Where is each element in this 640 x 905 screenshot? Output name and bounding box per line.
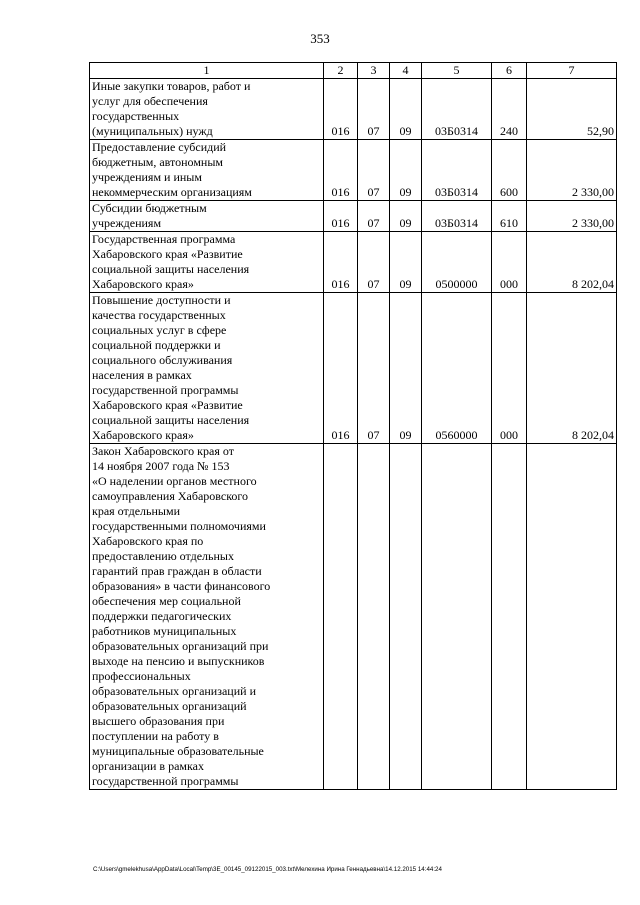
ministry-code-cell: 016 (324, 232, 358, 293)
table-row (90, 79, 617, 140)
table-row (90, 201, 617, 232)
row-description (90, 293, 324, 444)
ministry-code-cell: 016 (324, 201, 358, 232)
description-line: организации в рамках (92, 759, 204, 773)
amount-cell: 8 202,04 (527, 232, 617, 293)
target-article-cell: 03Б0314 (422, 140, 492, 201)
row-description (90, 201, 324, 232)
description-line: Иные закупки товаров, работ и (92, 79, 251, 93)
table-header-row (90, 63, 617, 79)
description-line: «О наделении органов местного (92, 474, 257, 488)
description-line: Хабаровского края» (92, 428, 194, 442)
expense-type-cell: 000 (492, 293, 527, 444)
ministry-code-cell: 016 (324, 293, 358, 444)
description-line: Субсидии бюджетным (92, 201, 207, 215)
description-line: государственными полномочиями (92, 519, 266, 533)
budget-table (89, 62, 617, 790)
description-line: (муниципальных) нужд (92, 124, 213, 138)
section-cell: 07 (358, 232, 390, 293)
file-path-footer: C:\Users\gmelekhusa\AppData\Local\Temp\3E_00145_09122015_003.txt\Мелехина Ирина Геннадьевна\14.12.2015 14:44:24 (93, 866, 442, 873)
description-line: Повышение доступности и (92, 293, 231, 307)
expense-type-cell: 240 (492, 79, 527, 140)
description-line: образовательных организаций и (92, 684, 256, 698)
description-line: высшего образования при (92, 714, 225, 728)
section-cell: 07 (358, 201, 390, 232)
header-cell: 5 (422, 63, 492, 79)
description-line: образовательных организаций при (92, 639, 269, 653)
description-line: некоммерческим организациям (92, 185, 252, 199)
description-line: профессиональных (92, 669, 191, 683)
section-cell: 07 (358, 140, 390, 201)
section-cell: 07 (358, 293, 390, 444)
subsection-cell: 09 (390, 293, 422, 444)
expense-type-cell: 610 (492, 201, 527, 232)
description-line: Государственная программа (92, 232, 236, 246)
row-description (90, 444, 324, 790)
description-line: муниципальные образовательные (92, 744, 264, 758)
row-description (90, 79, 324, 140)
description-line: государственных (92, 109, 180, 123)
table-row (90, 293, 617, 444)
description-line: населения в рамках (92, 368, 192, 382)
amount-cell: 52,90 (527, 79, 617, 140)
target-article-cell: 0500000 (422, 232, 492, 293)
table-row (90, 232, 617, 293)
ministry-code-cell (324, 444, 358, 790)
description-line: учреждениям (92, 216, 162, 230)
header-cell: 4 (390, 63, 422, 79)
description-line: государственной программы (92, 774, 239, 788)
target-article-cell: 03Б0314 (422, 79, 492, 140)
amount-cell (527, 444, 617, 790)
amount-cell: 2 330,00 (527, 201, 617, 232)
description-line: обеспечения мер социальной (92, 594, 241, 608)
description-line: бюджетным, автономным (92, 155, 223, 169)
section-cell (358, 444, 390, 790)
ministry-code-cell: 016 (324, 140, 358, 201)
header-cell: 2 (324, 63, 358, 79)
description-line: Предоставление субсидий (92, 140, 227, 154)
description-line: поступлении на работу в (92, 729, 219, 743)
description-line: работников муниципальных (92, 624, 237, 638)
row-description (90, 232, 324, 293)
header-cell: 1 (90, 63, 324, 79)
description-line: социальной поддержки и (92, 338, 221, 352)
amount-cell: 2 330,00 (527, 140, 617, 201)
description-line: предоставлению отдельных (92, 549, 234, 563)
description-line: Хабаровского края «Развитие (92, 247, 243, 261)
description-line: Хабаровского края по (92, 534, 204, 548)
description-line: гарантий прав граждан в области (92, 564, 262, 578)
subsection-cell (390, 444, 422, 790)
description-line: поддержки педагогических (92, 609, 232, 623)
table-row (90, 444, 617, 790)
description-line: самоуправления Хабаровского (92, 489, 249, 503)
description-line: края отдельными (92, 504, 180, 518)
amount-cell: 8 202,04 (527, 293, 617, 444)
section-cell: 07 (358, 79, 390, 140)
description-line: социальной защиты населения (92, 413, 250, 427)
description-line: социальной защиты населения (92, 262, 250, 276)
description-line: социальных услуг в сфере (92, 323, 227, 337)
subsection-cell: 09 (390, 232, 422, 293)
expense-type-cell: 600 (492, 140, 527, 201)
ministry-code-cell: 016 (324, 79, 358, 140)
header-cell: 6 (492, 63, 527, 79)
row-description (90, 140, 324, 201)
description-line: учреждениям и иным (92, 170, 202, 184)
description-line: социального обслуживания (92, 353, 233, 367)
description-line: образовательных организаций (92, 699, 247, 713)
description-line: качества государственных (92, 308, 226, 322)
subsection-cell: 09 (390, 79, 422, 140)
table-row (90, 140, 617, 201)
target-article-cell: 03Б0314 (422, 201, 492, 232)
description-line: Закон Хабаровского края от (92, 444, 234, 458)
page-number: 353 (310, 31, 330, 46)
header-cell: 3 (358, 63, 390, 79)
subsection-cell: 09 (390, 201, 422, 232)
description-line: услуг для обеспечения (92, 94, 208, 108)
target-article-cell (422, 444, 492, 790)
header-cell: 7 (527, 63, 617, 79)
description-line: образования» в части финансового (92, 579, 271, 593)
description-line: Хабаровского края «Развитие (92, 398, 243, 412)
description-line: 14 ноября 2007 года № 153 (92, 459, 230, 473)
expense-type-cell: 000 (492, 232, 527, 293)
expense-type-cell (492, 444, 527, 790)
description-line: государственной программы (92, 383, 239, 397)
target-article-cell: 0560000 (422, 293, 492, 444)
description-line: Хабаровского края» (92, 277, 194, 291)
description-line: выходе на пенсию и выпускников (92, 654, 265, 668)
subsection-cell: 09 (390, 140, 422, 201)
